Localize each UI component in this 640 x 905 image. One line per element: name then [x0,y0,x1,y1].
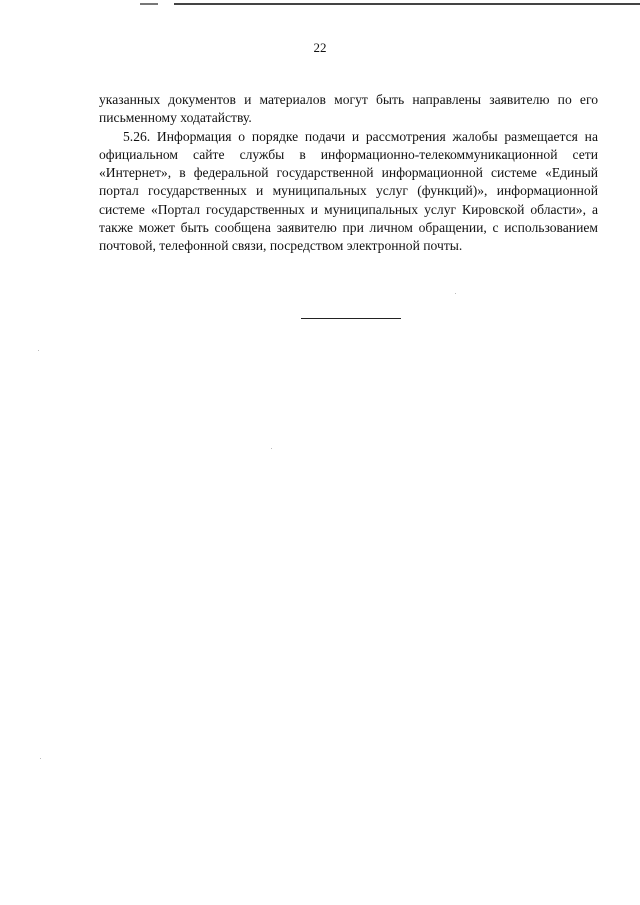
page-number: 22 [313,40,327,55]
scan-speck [455,293,456,294]
paragraph-continuation: указанных документов и материалов могут быть направлены заявителю по его письменному ходатайству. [99,92,598,126]
document-body [99,91,598,256]
scan-edge-mark [140,3,158,5]
end-separator-line [301,318,401,319]
paragraph-section-5-26: 5.26. Информация о порядке подачи и рассмотрения жалобы размещается на официальном сайте службы в информационно-телекоммуникационной сети «Интернет», в федеральной государственной информационной системе «Единый портал государственных и муниципальных услуг (функций)», информационной системе «Портал государственных и муниципальных услуг Кировской области», а также может быть сообщена заявителю при личном обращении, с использованием почтовой, телефонной связи, посредством электронной почты. [99,128,598,254]
scan-speck [38,350,39,351]
scan-speck [40,758,41,759]
scan-speck [271,448,272,449]
scan-edge-line [174,3,640,5]
